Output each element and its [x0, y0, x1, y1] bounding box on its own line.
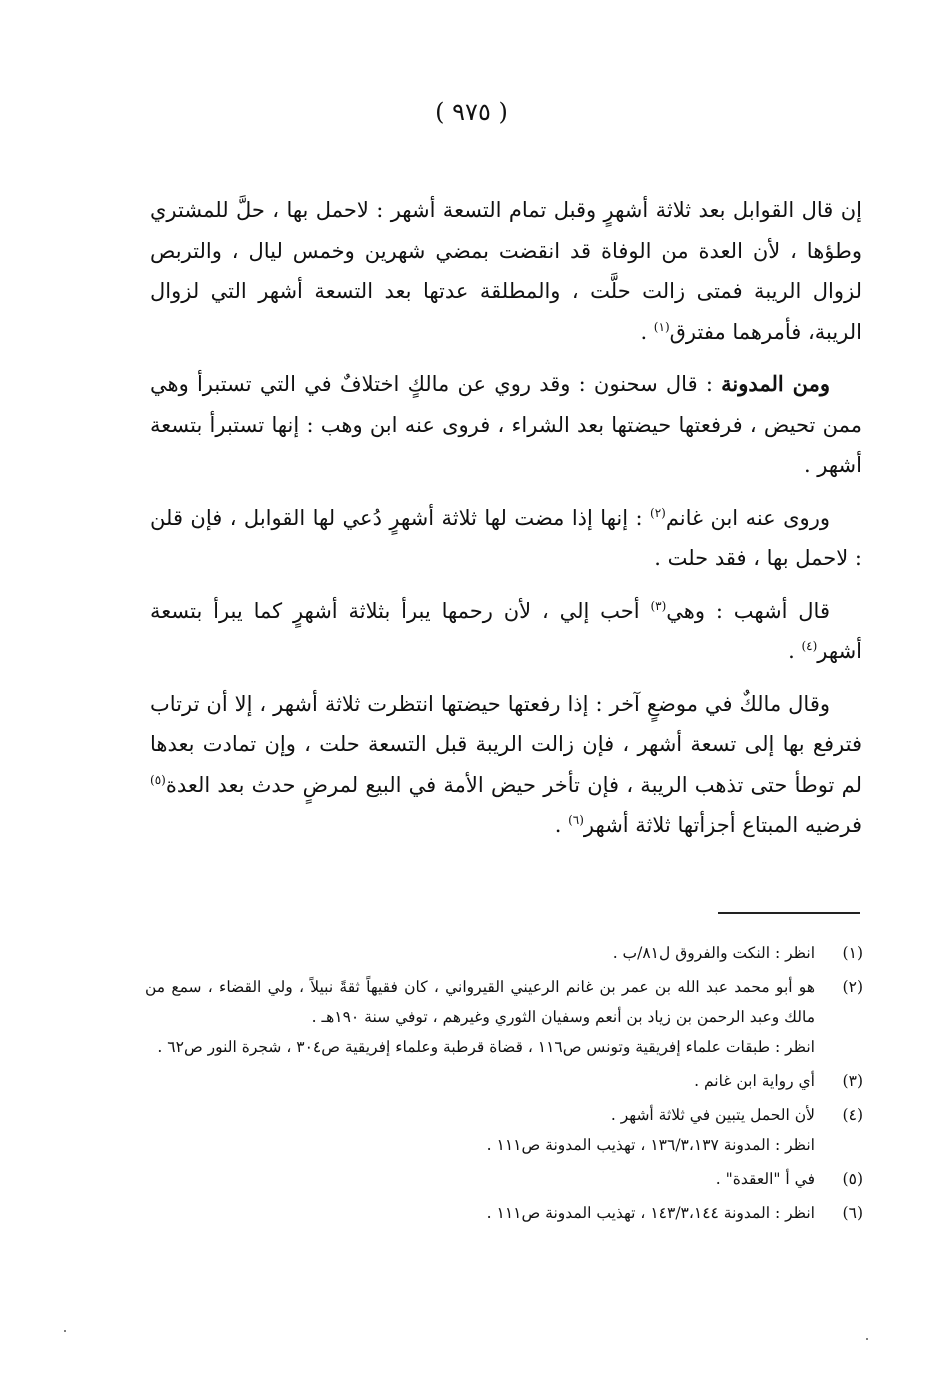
paragraph-text-cont: فرضيه المبتاع أجزأتها ثلاثة أشهر [583, 813, 862, 837]
footnote [145, 972, 863, 1062]
footnote-ref: (٥) [150, 772, 166, 787]
footnote-number: (٤) [842, 1106, 863, 1124]
paragraph [150, 684, 862, 846]
footnote-number: (٢) [842, 978, 863, 996]
footnote-ref: (٣) [650, 598, 667, 613]
paragraph [150, 591, 862, 672]
footnote-line: هو أبو محمد عبد الله بن عمر بن غانم الرعيني القيرواني ، كان فقيهاً ثقةً نبيلاً ، ولي القضاء ، سمع من مالك وعبد الرحمن بن زياد بن أنعم وسفيان الثوري وغيرهم ، توفي سنة ١٩٠هـ . [145, 978, 815, 1026]
paragraph-text: إن قال القوابل بعد ثلاثة أشهرٍ وقبل تمام التسعة أشهر : لاحمل بها ، حلَّ للمشتري وطؤها ، لأن العدة من الوفاة قد انقضت بمضي شهرين وخمس ليال ، والتربص لزوال الريبة فمتى زالت حلَّت ، والمطلقة عدتها بعد التسعة أشهر التي لزوال الريبة، فأمرهما مفترق [150, 198, 862, 344]
footnote-text: انظر : النكت والفروق ل٨١/ب . [612, 944, 815, 962]
footnote-text: انظر : المدونة ١٤٣/٣،١٤٤ ، تهذيب المدونة ص١١١ . [486, 1204, 815, 1222]
footnote-text [145, 1100, 815, 1160]
scan-speck [64, 1330, 66, 1332]
paragraph-text: : قال سحنون : وقد روي عن مالكٍ اختلافٌ في التي تستبرأ وهي ممن تحيض ، فرفعتها حيضتها بعد الشراء ، فروى عنه ابن وهب : إنها تستبرأ بتسعة أشهر . [150, 372, 862, 477]
footnote-number: (٦) [842, 1204, 863, 1222]
main-text [150, 190, 862, 858]
section-lead: ومن المدونة [721, 371, 830, 396]
footnote-line: انظر : طبقات علماء إفريقية وتونس ص١١٦ ، قضاة قرطبة وعلماء إفريقية ص٣٠٤ ، شجرة النور ص٦٢ . [157, 1038, 815, 1056]
paragraph-end: . [554, 813, 569, 837]
footnote-number: (٣) [842, 1072, 863, 1090]
footnote [145, 1198, 863, 1228]
footnote-ref: (٤) [801, 639, 818, 653]
paragraph [150, 498, 862, 579]
footnote [145, 1164, 863, 1194]
footnote-line: انظر : المدونة ١٣٦/٣،١٣٧ ، تهذيب المدونة ص١١١ . [486, 1136, 815, 1154]
footnote-ref: (٦) [568, 813, 584, 827]
paragraph-end: . [788, 639, 802, 663]
footnote-text [145, 972, 815, 1062]
footnote-text: في أ "العقدة" . [715, 1170, 815, 1188]
footnote [145, 1100, 863, 1160]
page-number: ( ٩٧٥ ) [435, 98, 508, 126]
paragraph-end: . [640, 319, 654, 344]
footnote-text: أي رواية ابن غانم . [694, 1072, 815, 1090]
paragraph-text-cont: : إنها إذا مضت لها ثلاثة أشهرٍ دُعي لها القوابل ، فإن قلن : لاحمل بها ، فقد حلت . [150, 505, 862, 570]
paragraph-text-cont: أحب إلي ، لأن رحمها يبرأ بثلاثة أشهرٍ كما يبرأ بتسعة أشهر [150, 598, 862, 663]
footnote [145, 1066, 863, 1096]
footnotes [145, 938, 863, 1232]
paragraph-text: وروى عنه ابن غانم [665, 505, 830, 530]
footnote-ref: (١) [653, 319, 670, 334]
footnote [145, 938, 863, 968]
paragraph [150, 190, 862, 352]
footnote-separator [718, 912, 860, 914]
footnote-ref: (٢) [650, 505, 666, 520]
footnote-number: (٥) [842, 1170, 863, 1188]
footnote-number: (١) [842, 944, 863, 962]
scan-speck [866, 1338, 868, 1340]
paragraph [150, 364, 862, 486]
paragraph-text: وقال مالكٌ في موضعٍ آخر : إذا رفعتها حيضتها انتظرت ثلاثة أشهر ، إلا أن ترتاب فترفع بها إلى تسعة أشهر ، فإن زالت الريبة قبل التسعة حلت ، وإن تمادت بعدها لم توطأ حتى تذهب الريبة ، فإن تأخر حيض الأمة في البيع لمرضٍ حدث بعد العدة [150, 691, 862, 797]
paragraph-text: قال أشهب : وهي [666, 598, 830, 623]
footnote-line: لأن الحمل يتبين في ثلاثة أشهر . [610, 1106, 815, 1124]
